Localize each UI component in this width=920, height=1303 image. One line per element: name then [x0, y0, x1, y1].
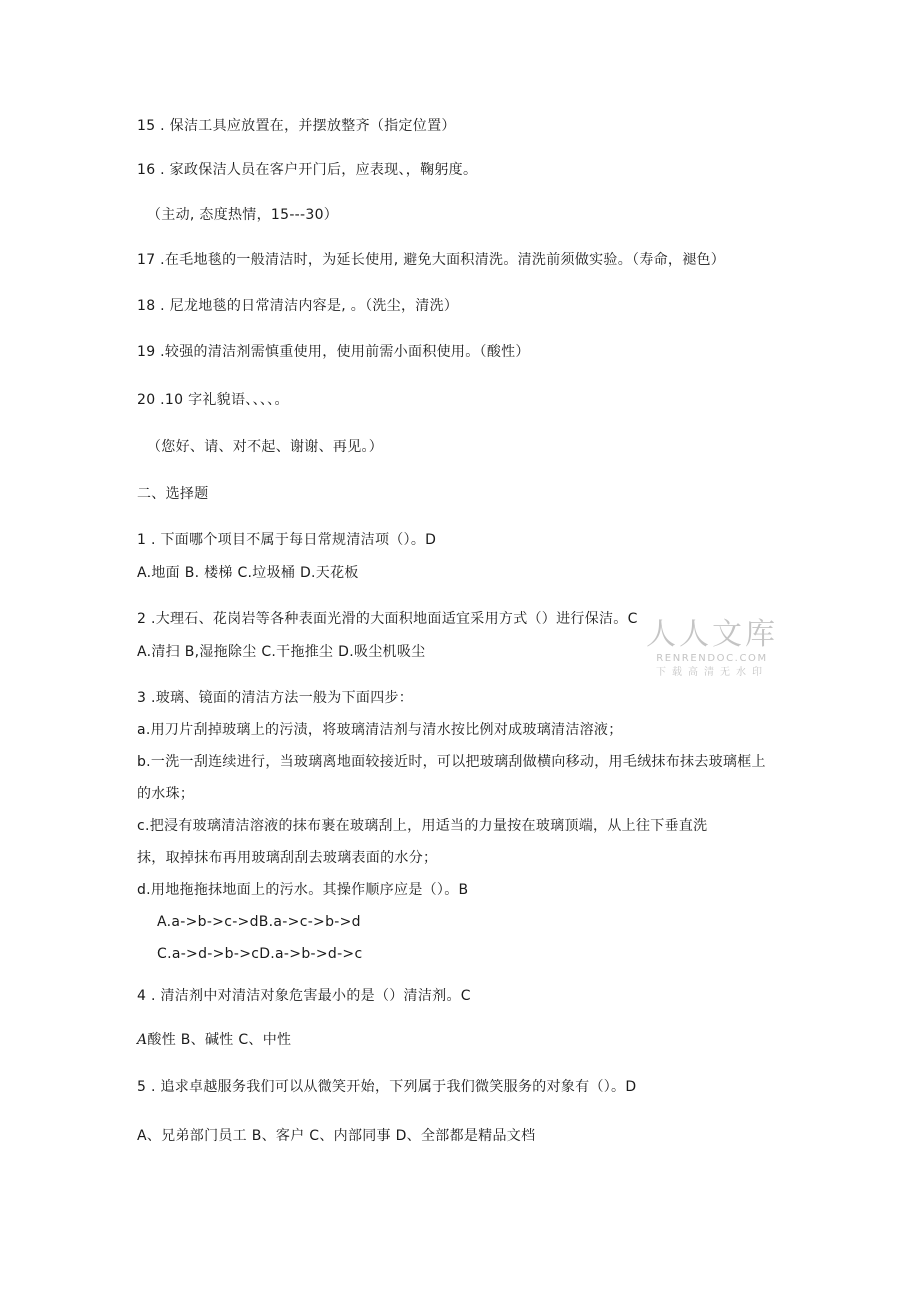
choice-4-options-text: 酸性 B、碱性 C、中性 — [147, 1032, 292, 1048]
question-20: 20 .10 字礼貌语、、、、。 — [137, 392, 289, 408]
choice-3-step-c: c.把浸有玻璃清洁溶液的抹布裹在玻璃刮上，用适当的力量按在玻璃顶端，从上往下垂直洗 — [137, 818, 708, 834]
choice-3-step-b: b.一洗一刮连续进行，当玻璃离地面较接近时，可以把玻璃刮做横向移动，用毛绒抹布抹去玻璃框上 — [137, 754, 766, 770]
question-16: 16 . 家政保洁人员在客户开门后，应表现、，鞠躬度。 — [137, 162, 478, 178]
choice-3-options-1: A.a->b->c->dB.a->c->b->d — [157, 914, 361, 930]
choice-5: 5 . 追求卓越服务我们可以从微笑开始，下列属于我们微笑服务的对象有（）。D — [137, 1079, 637, 1095]
choice-3: 3 .玻璃、镜面的清洁方法一般为下面四步： — [137, 690, 414, 706]
choice-3-step-a: a.用刀片刮掉玻璃上的污渍，将玻璃清洁剂与清水按比例对成玻璃清洁溶液； — [137, 722, 623, 738]
question-15: 15 . 保洁工具应放置在，并摆放整齐（指定位置） — [137, 118, 456, 134]
choice-4-option-a-letter: A — [137, 1032, 148, 1048]
watermark-subtitle: 下载高清无水印 — [656, 667, 768, 678]
choice-1-options: A.地面 B. 楼梯 C.垃圾桶 D.天花板 — [137, 565, 359, 581]
choice-3-step-b-cont: 的水珠； — [137, 786, 195, 802]
choice-4: 4 . 清洁剂中对清洁对象危害最小的是（）清洁剂。C — [137, 988, 471, 1004]
watermark-domain: RENRENDOC.COM — [656, 653, 768, 664]
choice-3-step-d: d.用地拖拖抹地面上的污水。其操作顺序应是（）。B — [137, 882, 469, 898]
question-17: 17 .在毛地毯的一般清洁时，为延长使用, 避免大面积清洗。清洗前须做实验。（寿命，褪色） — [137, 252, 726, 268]
choice-1: 1 . 下面哪个项目不属于每日常规清洁项（）。D — [137, 532, 437, 548]
watermark — [642, 618, 782, 680]
section-heading-choice: 二、选择题 — [137, 486, 209, 502]
choice-5-options: A、兄弟部门员工 B、客户 C、内部同事 D、全部都是精品文档 — [137, 1128, 536, 1144]
question-18: 18 . 尼龙地毯的日常清洁内容是, 。（洗尘，清洗） — [137, 298, 459, 314]
choice-3-options-2: C.a->d->b->cD.a->b->d->c — [157, 946, 363, 962]
question-16-answer: （主动, 态度热情，15---30） — [147, 207, 339, 223]
choice-2: 2 .大理石、花岗岩等各种表面光滑的大面积地面适宜采用方式（）进行保洁。C — [137, 611, 638, 627]
choice-4-options — [137, 1030, 291, 1050]
choice-3-step-c-cont: 抹，取掉抹布再用玻璃刮刮去玻璃表面的水分； — [137, 850, 438, 866]
question-20-answer: （您好、请、对不起、谢谢、再见。） — [147, 439, 384, 455]
question-19: 19 .较强的清洁剂需慎重使用，使用前需小面积使用。（酸性） — [137, 344, 530, 360]
choice-2-options: A.清扫 B,湿拖除尘 C.干拖推尘 D.吸尘机吸尘 — [137, 644, 426, 660]
watermark-title: 人人文库 — [646, 617, 778, 652]
